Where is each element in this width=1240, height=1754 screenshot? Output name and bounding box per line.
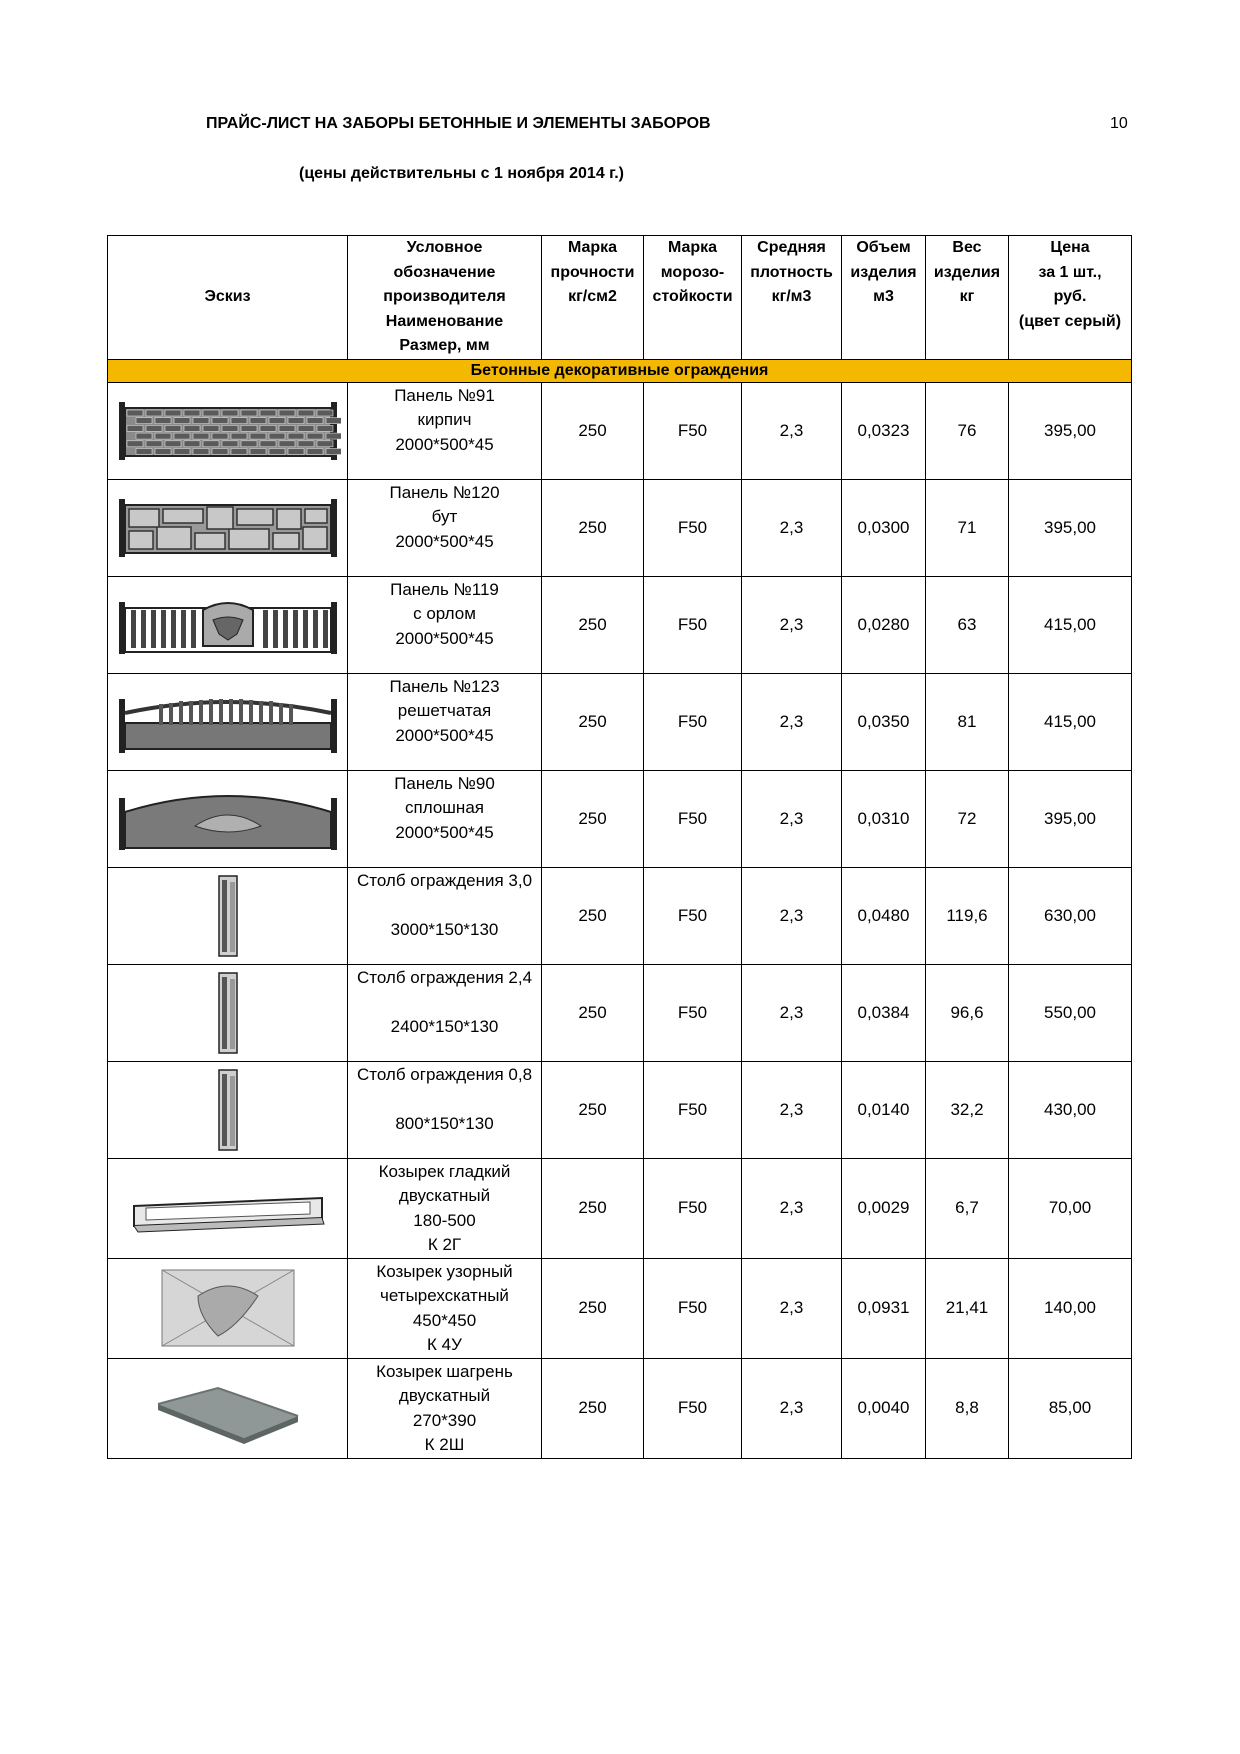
- product-name: Панель №90 сплошная 2000*500*45: [348, 770, 542, 867]
- product-name: Столб ограждения 3,0 3000*150*130: [348, 867, 542, 964]
- cell-strength: 250: [542, 576, 644, 673]
- cell-volume: 0,0029: [842, 1158, 926, 1258]
- cell-strength: 250: [542, 479, 644, 576]
- cell-weight: 21,41: [926, 1258, 1009, 1358]
- cell-price: 430,00: [1009, 1061, 1132, 1158]
- cell-strength: 250: [542, 964, 644, 1061]
- cell-strength: 250: [542, 1358, 644, 1458]
- cell-weight: 72: [926, 770, 1009, 867]
- cell-strength: 250: [542, 770, 644, 867]
- cell-frost: F50: [644, 1258, 742, 1358]
- fence-post-icon: [108, 867, 348, 964]
- cell-density: 2,3: [742, 964, 842, 1061]
- cell-density: 2,3: [742, 867, 842, 964]
- table-row: [108, 1258, 1132, 1358]
- cell-weight: 6,7: [926, 1158, 1009, 1258]
- cell-density: 2,3: [742, 1358, 842, 1458]
- product-name: Панель №91 кирпич 2000*500*45: [348, 382, 542, 479]
- fence-post-icon: [108, 1061, 348, 1158]
- product-name: Козырек шагрень двускатный 270*390 К 2Ш: [348, 1358, 542, 1458]
- cell-weight: 63: [926, 576, 1009, 673]
- cell-price: 395,00: [1009, 770, 1132, 867]
- cell-price: 415,00: [1009, 673, 1132, 770]
- product-name: Панель №120 бут 2000*500*45: [348, 479, 542, 576]
- cell-frost: F50: [644, 1158, 742, 1258]
- table-row: [108, 770, 1132, 867]
- header-frost: Марка морозо- стойкости: [644, 236, 742, 360]
- cell-volume: 0,0140: [842, 1061, 926, 1158]
- cell-price: 140,00: [1009, 1258, 1132, 1358]
- cell-price: 395,00: [1009, 382, 1132, 479]
- table-row: [108, 673, 1132, 770]
- header-weight: Вес изделия кг: [926, 236, 1009, 360]
- cell-weight: 76: [926, 382, 1009, 479]
- cell-strength: 250: [542, 382, 644, 479]
- stone-panel-icon: [108, 479, 348, 576]
- page-title: ПРАЙС-ЛИСТ НА ЗАБОРЫ БЕТОННЫЕ И ЭЛЕМЕНТЫ ЗАБОРОВ: [206, 115, 711, 132]
- table-row: [108, 1158, 1132, 1258]
- table-row: [108, 867, 1132, 964]
- table-row: [108, 382, 1132, 479]
- cell-weight: 119,6: [926, 867, 1009, 964]
- section-row: [108, 359, 1132, 382]
- cell-frost: F50: [644, 673, 742, 770]
- cell-frost: F50: [644, 770, 742, 867]
- cell-frost: F50: [644, 576, 742, 673]
- cell-volume: 0,0280: [842, 576, 926, 673]
- cell-frost: F50: [644, 1061, 742, 1158]
- cell-weight: 71: [926, 479, 1009, 576]
- cell-strength: 250: [542, 1158, 644, 1258]
- patterned-cap-icon: [108, 1258, 348, 1358]
- product-name: Панель №123 решетчатая 2000*500*45: [348, 673, 542, 770]
- header-density: Средняя плотность кг/м3: [742, 236, 842, 360]
- cell-density: 2,3: [742, 770, 842, 867]
- header-volume: Объем изделия м3: [842, 236, 926, 360]
- cell-frost: F50: [644, 964, 742, 1061]
- product-name: Панель №119 с орлом 2000*500*45: [348, 576, 542, 673]
- cell-weight: 32,2: [926, 1061, 1009, 1158]
- smooth-cap-icon: [108, 1158, 348, 1258]
- cell-density: 2,3: [742, 1258, 842, 1358]
- table-header-row: [108, 236, 1132, 360]
- cell-volume: 0,0310: [842, 770, 926, 867]
- cell-price: 395,00: [1009, 479, 1132, 576]
- solid-panel-icon: [108, 770, 348, 867]
- cell-density: 2,3: [742, 479, 842, 576]
- cell-density: 2,3: [742, 382, 842, 479]
- cell-volume: 0,0931: [842, 1258, 926, 1358]
- cell-price: 415,00: [1009, 576, 1132, 673]
- eagle-panel-icon: [108, 576, 348, 673]
- cell-weight: 8,8: [926, 1358, 1009, 1458]
- cell-volume: 0,0384: [842, 964, 926, 1061]
- cell-frost: F50: [644, 867, 742, 964]
- table-row: [108, 1061, 1132, 1158]
- brick-panel-icon: [108, 382, 348, 479]
- table-row: [108, 479, 1132, 576]
- table-row: [108, 576, 1132, 673]
- cell-volume: 0,0040: [842, 1358, 926, 1458]
- cell-strength: 250: [542, 1258, 644, 1358]
- cell-strength: 250: [542, 673, 644, 770]
- header-strength: Марка прочности кг/см2: [542, 236, 644, 360]
- cell-strength: 250: [542, 1061, 644, 1158]
- cell-frost: F50: [644, 479, 742, 576]
- cell-volume: 0,0350: [842, 673, 926, 770]
- page-subtitle: (цены действительны с 1 ноября 2014 г.): [299, 165, 624, 182]
- section-title: Бетонные декоративные ограждения: [108, 359, 1132, 382]
- lattice-panel-icon: [108, 673, 348, 770]
- cell-price: 85,00: [1009, 1358, 1132, 1458]
- product-name: Столб ограждения 0,8 800*150*130: [348, 1061, 542, 1158]
- cell-frost: F50: [644, 1358, 742, 1458]
- shagreen-cap-icon: [108, 1358, 348, 1458]
- table-row: [108, 964, 1132, 1061]
- header-sketch: Эскиз: [108, 236, 348, 360]
- cell-price: 550,00: [1009, 964, 1132, 1061]
- cell-density: 2,3: [742, 576, 842, 673]
- cell-weight: 81: [926, 673, 1009, 770]
- cell-price: 630,00: [1009, 867, 1132, 964]
- product-name: Столб ограждения 2,4 2400*150*130: [348, 964, 542, 1061]
- fence-post-icon: [108, 964, 348, 1061]
- cell-volume: 0,0300: [842, 479, 926, 576]
- cell-density: 2,3: [742, 1158, 842, 1258]
- table-row: [108, 1358, 1132, 1458]
- cell-volume: 0,0480: [842, 867, 926, 964]
- cell-strength: 250: [542, 867, 644, 964]
- cell-frost: F50: [644, 382, 742, 479]
- cell-volume: 0,0323: [842, 382, 926, 479]
- cell-price: 70,00: [1009, 1158, 1132, 1258]
- cell-density: 2,3: [742, 1061, 842, 1158]
- page-number: 10: [1110, 115, 1128, 132]
- cell-weight: 96,6: [926, 964, 1009, 1061]
- header-designation: Условное обозначение производителя Наименование Размер, мм: [348, 236, 542, 360]
- price-table: [107, 235, 1132, 1459]
- product-name: Козырек узорный четырехскатный 450*450 К 4У: [348, 1258, 542, 1358]
- header-price: Цена за 1 шт., руб. (цвет серый): [1009, 236, 1132, 360]
- product-name: Козырек гладкий двускатный 180-500 К 2Г: [348, 1158, 542, 1258]
- cell-density: 2,3: [742, 673, 842, 770]
